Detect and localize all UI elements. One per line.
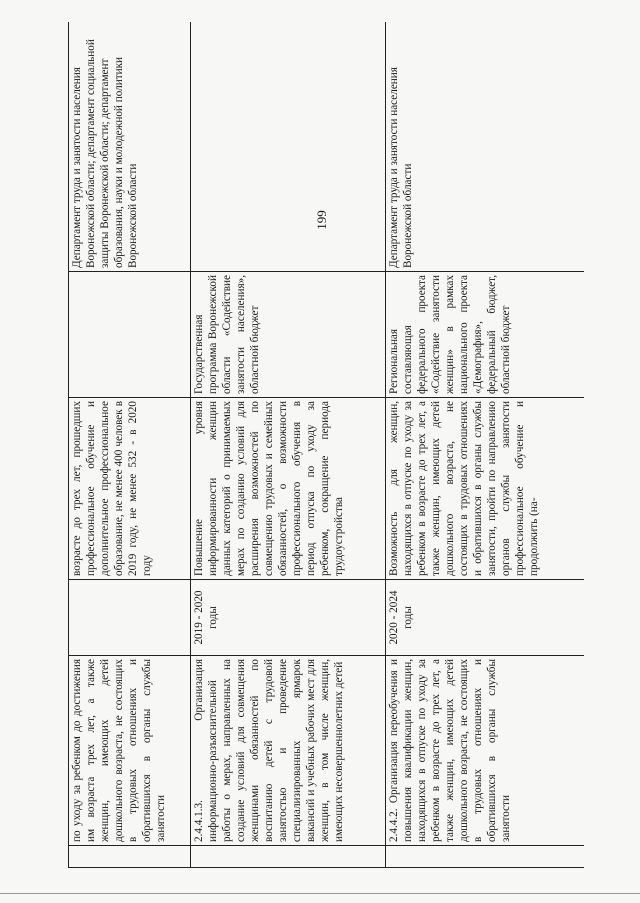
period-cell <box>69 580 191 656</box>
result-cell: Возможность для женщин, находящихся в отпуске по уходу за ребенком в возрасте до трех лет, а также женщин, имеющих детей дошкольного возраста, не состоящих в трудовых отношениях и обратившихся в органы службы занятости, пройти по направлению органов службы занятости профессиональное обучение и продолжить (на- <box>386 398 585 580</box>
blank-cell <box>191 846 386 868</box>
result-cell: возрасте до трех лет, прошедших профессиональное обучение и дополнительное профессиональное образование, не менее 400 человек в 2019 году, не менее 532 - в 2020 году <box>69 398 191 580</box>
measure-cell: по уходу за ребенком до достижения им возраста трех лет, а также женщин, имеющих детей дошкольного возраста, не состоящих в трудовых отношениях и обратившихся в органы службы занятости <box>69 656 191 846</box>
source-cell <box>69 272 191 398</box>
measures-table <box>68 22 584 868</box>
table-row <box>386 22 585 868</box>
blank-cell <box>386 846 585 868</box>
result-cell: Повышение уровня информированности женщин данных категорий о принимаемых мерах по созданию условий для расширения возможностей по совмещению трудовых и семейных обязанностей, о возможности профессионального обучения в период отпуска по уходу за ребенком, сокращение периода трудоустройства <box>191 398 386 580</box>
source-cell: Государственная программа Воронежской области «Содействие занятости населения», областной бюджет <box>191 272 386 398</box>
table-row <box>69 22 191 868</box>
measure-cell: 2.4.4.2. Организация переобучения и повышения квалификации женщин, находящихся в отпуске по уходу за ребенком в возрасте до трех лет, а также женщин, имеющих детей дошкольного возраста, не состоящих в трудовых отношениях и обратившихся в органы службы занятости <box>386 656 585 846</box>
source-cell: Региональная составляющая федерального проекта «Содействие занятости женщин» в рамках национального проекта «Демография», федеральный бюджет, областной бюджет <box>386 272 585 398</box>
executor-cell: Департамент труда и занятости населения Воронежской области; департамент социальной защиты Воронежской области; департамент образования, науки и молодежной политики Воронежской области <box>69 22 191 272</box>
rotated-table-frame <box>68 22 584 868</box>
measure-cell: 2.4.4.1.3. Организация информационно-разъяснительной работы о мерах, направленных на создание условий для совмещения женщинами обязанностей по воспитанию детей с трудовой занятостью и проведение специализированных ярмарок вакансий и учебных рабочих мест для женщин, в том числе женщин, имеющих несовершеннолетних детей <box>191 656 386 846</box>
executor-cell <box>191 22 386 272</box>
period-cell: 2020 - 2024 годы <box>386 580 585 656</box>
table-row <box>191 22 386 868</box>
executor-cell: Департамент труда и занятости населения Воронежской области <box>386 22 585 272</box>
scan-edge-line <box>0 893 640 894</box>
page-number: 199 <box>313 210 329 230</box>
period-cell: 2019 - 2020 годы <box>191 580 386 656</box>
table-viewport <box>68 22 584 868</box>
blank-cell <box>69 846 191 868</box>
